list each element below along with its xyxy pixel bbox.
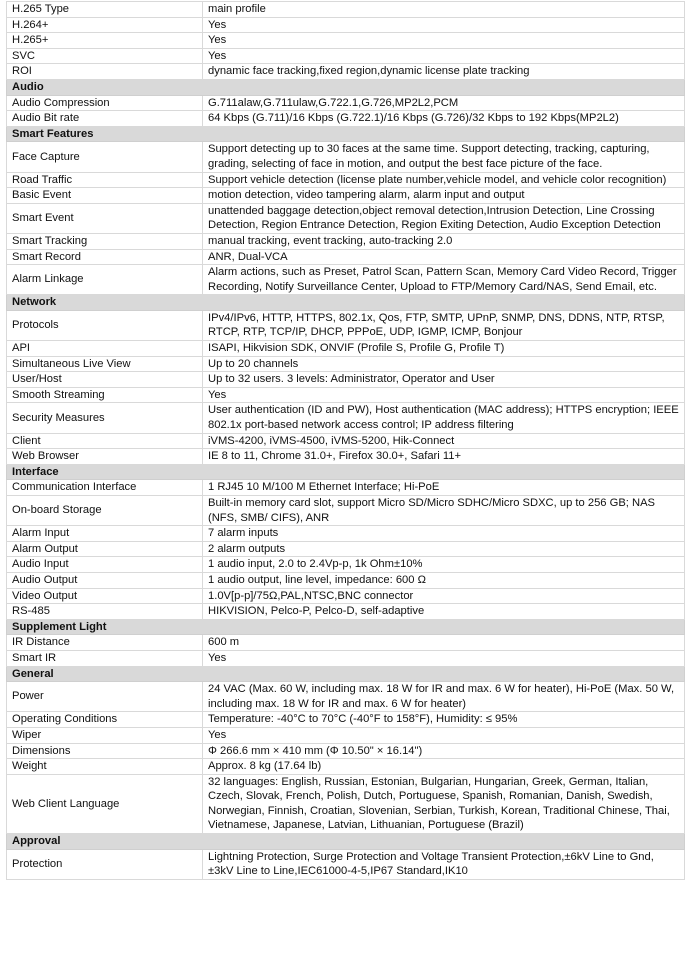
spec-table <box>6 1 685 880</box>
section-header-row <box>7 834 685 850</box>
spec-label: Protocols <box>7 310 203 340</box>
spec-label: Alarm Output <box>7 541 203 557</box>
spec-value: iVMS-4200, iVMS-4500, iVMS-5200, Hik-Connect <box>203 433 685 449</box>
spec-value: main profile <box>203 2 685 18</box>
spec-value: IE 8 to 11, Chrome 31.0+, Firefox 30.0+, Safari 11+ <box>203 449 685 465</box>
spec-label: Client <box>7 433 203 449</box>
spec-table-body <box>7 2 685 880</box>
spec-label: Road Traffic <box>7 172 203 188</box>
spec-value: Temperature: -40°C to 70°C (-40°F to 158°F), Humidity: ≤ 95% <box>203 712 685 728</box>
spec-row <box>7 372 685 388</box>
spec-value: 32 languages: English, Russian, Estonian, Bulgarian, Hungarian, Greek, German, Italian, Czech, Slovak, French, Polish, Dutch, Portuguese, Spanish, Romanian, Danish, Swedish, Norwegian, Finnish, Croatian, Slovenian, Serbian, Turkish, Korean, Traditional Chinese, Thai, Vietnamese, Japanese, Latvian, Lithuanian, Portuguese (Brazil) <box>203 774 685 833</box>
spec-value: motion detection, video tampering alarm, alarm input and output <box>203 188 685 204</box>
spec-row <box>7 849 685 879</box>
spec-label: IR Distance <box>7 635 203 651</box>
spec-label: Audio Output <box>7 572 203 588</box>
section-title: Network <box>7 295 685 311</box>
spec-row <box>7 17 685 33</box>
spec-label: H.265 Type <box>7 2 203 18</box>
spec-label: RS-485 <box>7 604 203 620</box>
spec-row <box>7 650 685 666</box>
spec-label: ROI <box>7 64 203 80</box>
spec-label: H.264+ <box>7 17 203 33</box>
spec-label: Operating Conditions <box>7 712 203 728</box>
spec-value: Yes <box>203 17 685 33</box>
spec-label: Communication Interface <box>7 480 203 496</box>
spec-row <box>7 557 685 573</box>
spec-value: Φ 266.6 mm × 410 mm (Φ 10.50" × 16.14") <box>203 743 685 759</box>
spec-value: ANR, Dual-VCA <box>203 249 685 265</box>
spec-row <box>7 356 685 372</box>
spec-label: Video Output <box>7 588 203 604</box>
section-title: Approval <box>7 834 685 850</box>
section-header-row <box>7 666 685 682</box>
spec-label: Smart IR <box>7 650 203 666</box>
spec-row <box>7 433 685 449</box>
spec-value: 1 RJ45 10 M/100 M Ethernet Interface; Hi-PoE <box>203 480 685 496</box>
spec-label: API <box>7 341 203 357</box>
spec-label: Protection <box>7 849 203 879</box>
spec-row <box>7 635 685 651</box>
spec-label: Face Capture <box>7 142 203 172</box>
spec-label: Basic Event <box>7 188 203 204</box>
spec-row <box>7 233 685 249</box>
spec-value: Yes <box>203 33 685 49</box>
spec-value: Yes <box>203 387 685 403</box>
spec-label: SVC <box>7 48 203 64</box>
spec-label: On-board Storage <box>7 496 203 526</box>
spec-value: Lightning Protection, Surge Protection and Voltage Transient Protection,±6kV Line to Gnd, ±3kV Line to Line,IEC61000-4-5,IP67 Standard,IK10 <box>203 849 685 879</box>
spec-value: HIKVISION, Pelco-P, Pelco-D, self-adaptive <box>203 604 685 620</box>
spec-row <box>7 64 685 80</box>
spec-row <box>7 496 685 526</box>
spec-label: Dimensions <box>7 743 203 759</box>
spec-value: 1 audio input, 2.0 to 2.4Vp-p, 1k Ohm±10% <box>203 557 685 573</box>
spec-row <box>7 203 685 233</box>
spec-row <box>7 480 685 496</box>
spec-row <box>7 526 685 542</box>
spec-row <box>7 449 685 465</box>
spec-row <box>7 774 685 833</box>
spec-value: 600 m <box>203 635 685 651</box>
spec-row <box>7 265 685 295</box>
spec-label: Web Browser <box>7 449 203 465</box>
spec-row <box>7 712 685 728</box>
spec-row <box>7 95 685 111</box>
spec-value: 1 audio output, line level, impedance: 600 Ω <box>203 572 685 588</box>
spec-value: Yes <box>203 650 685 666</box>
spec-value: Built-in memory card slot, support Micro SD/Micro SDHC/Micro SDXC, up to 256 GB; NAS (NFS, SMB/ CIFS), ANR <box>203 496 685 526</box>
spec-label: Power <box>7 682 203 712</box>
spec-label: Security Measures <box>7 403 203 433</box>
spec-value: unattended baggage detection,object removal detection,Intrusion Detection, Line Crossing Detection, Region Entrance Detection, Region Exiting Detection, Audio Exception Detection <box>203 203 685 233</box>
section-header-row <box>7 295 685 311</box>
spec-value: Up to 20 channels <box>203 356 685 372</box>
spec-value: User authentication (ID and PW), Host authentication (MAC address); HTTPS encryption; IEEE 802.1x port-based network access control; IP address filtering <box>203 403 685 433</box>
spec-row <box>7 33 685 49</box>
spec-row <box>7 111 685 127</box>
spec-row <box>7 249 685 265</box>
section-header-row <box>7 126 685 142</box>
spec-row <box>7 188 685 204</box>
spec-row <box>7 541 685 557</box>
section-title: Interface <box>7 464 685 480</box>
spec-value: Support vehicle detection (license plate number,vehicle model, and vehicle color recognition) <box>203 172 685 188</box>
spec-label: User/Host <box>7 372 203 388</box>
spec-row <box>7 310 685 340</box>
spec-label: Smart Record <box>7 249 203 265</box>
section-title: Audio <box>7 79 685 95</box>
spec-label: Wiper <box>7 727 203 743</box>
section-title: Smart Features <box>7 126 685 142</box>
spec-label: Audio Input <box>7 557 203 573</box>
spec-label: Alarm Input <box>7 526 203 542</box>
spec-row <box>7 387 685 403</box>
spec-row <box>7 727 685 743</box>
spec-value: Up to 32 users. 3 levels: Administrator, Operator and User <box>203 372 685 388</box>
spec-label: Smooth Streaming <box>7 387 203 403</box>
spec-value: 24 VAC (Max. 60 W, including max. 18 W for IR and max. 6 W for heater), Hi-PoE (Max. 50 W, including max. 18 W for IR and max. 6 W for heater) <box>203 682 685 712</box>
spec-value: G.711alaw,G.711ulaw,G.722.1,G.726,MP2L2,PCM <box>203 95 685 111</box>
spec-row <box>7 682 685 712</box>
spec-value: 7 alarm inputs <box>203 526 685 542</box>
spec-row <box>7 403 685 433</box>
spec-value: Support detecting up to 30 faces at the same time. Support detecting, tracking, capturing, grading, selecting of face in motion, and output the best face picture of the face. <box>203 142 685 172</box>
section-header-row <box>7 464 685 480</box>
spec-row <box>7 588 685 604</box>
spec-value: manual tracking, event tracking, auto-tracking 2.0 <box>203 233 685 249</box>
spec-label: Smart Tracking <box>7 233 203 249</box>
spec-row <box>7 48 685 64</box>
spec-value: ISAPI, Hikvision SDK, ONVIF (Profile S, Profile G, Profile T) <box>203 341 685 357</box>
spec-label: Audio Bit rate <box>7 111 203 127</box>
spec-value: IPv4/IPv6, HTTP, HTTPS, 802.1x, Qos, FTP, SMTP, UPnP, SNMP, DNS, DDNS, NTP, RTSP, RTCP, RTP, TCP/IP, DHCP, PPPoE, UDP, IGMP, ICMP, Bonjour <box>203 310 685 340</box>
spec-value: Yes <box>203 48 685 64</box>
spec-label: Weight <box>7 759 203 775</box>
spec-row <box>7 172 685 188</box>
spec-row <box>7 2 685 18</box>
spec-row <box>7 759 685 775</box>
spec-value: 2 alarm outputs <box>203 541 685 557</box>
section-header-row <box>7 619 685 635</box>
spec-row <box>7 341 685 357</box>
section-title: General <box>7 666 685 682</box>
spec-value: Alarm actions, such as Preset, Patrol Scan, Pattern Scan, Memory Card Video Record, Trigger Recording, Notify Surveillance Center, Upload to FTP/Memory Card/NAS, Send Email, etc. <box>203 265 685 295</box>
section-header-row <box>7 79 685 95</box>
spec-label: Alarm Linkage <box>7 265 203 295</box>
spec-value: dynamic face tracking,fixed region,dynamic license plate tracking <box>203 64 685 80</box>
spec-row <box>7 572 685 588</box>
spec-row <box>7 743 685 759</box>
spec-label: Simultaneous Live View <box>7 356 203 372</box>
spec-label: Audio Compression <box>7 95 203 111</box>
spec-label: Web Client Language <box>7 774 203 833</box>
spec-label: H.265+ <box>7 33 203 49</box>
section-title: Supplement Light <box>7 619 685 635</box>
spec-value: 64 Kbps (G.711)/16 Kbps (G.722.1)/16 Kbps (G.726)/32 Kbps to 192 Kbps(MP2L2) <box>203 111 685 127</box>
spec-value: 1.0V[p-p]/75Ω,PAL,NTSC,BNC connector <box>203 588 685 604</box>
spec-value: Approx. 8 kg (17.64 lb) <box>203 759 685 775</box>
spec-value: Yes <box>203 727 685 743</box>
spec-row <box>7 142 685 172</box>
spec-label: Smart Event <box>7 203 203 233</box>
spec-row <box>7 604 685 620</box>
